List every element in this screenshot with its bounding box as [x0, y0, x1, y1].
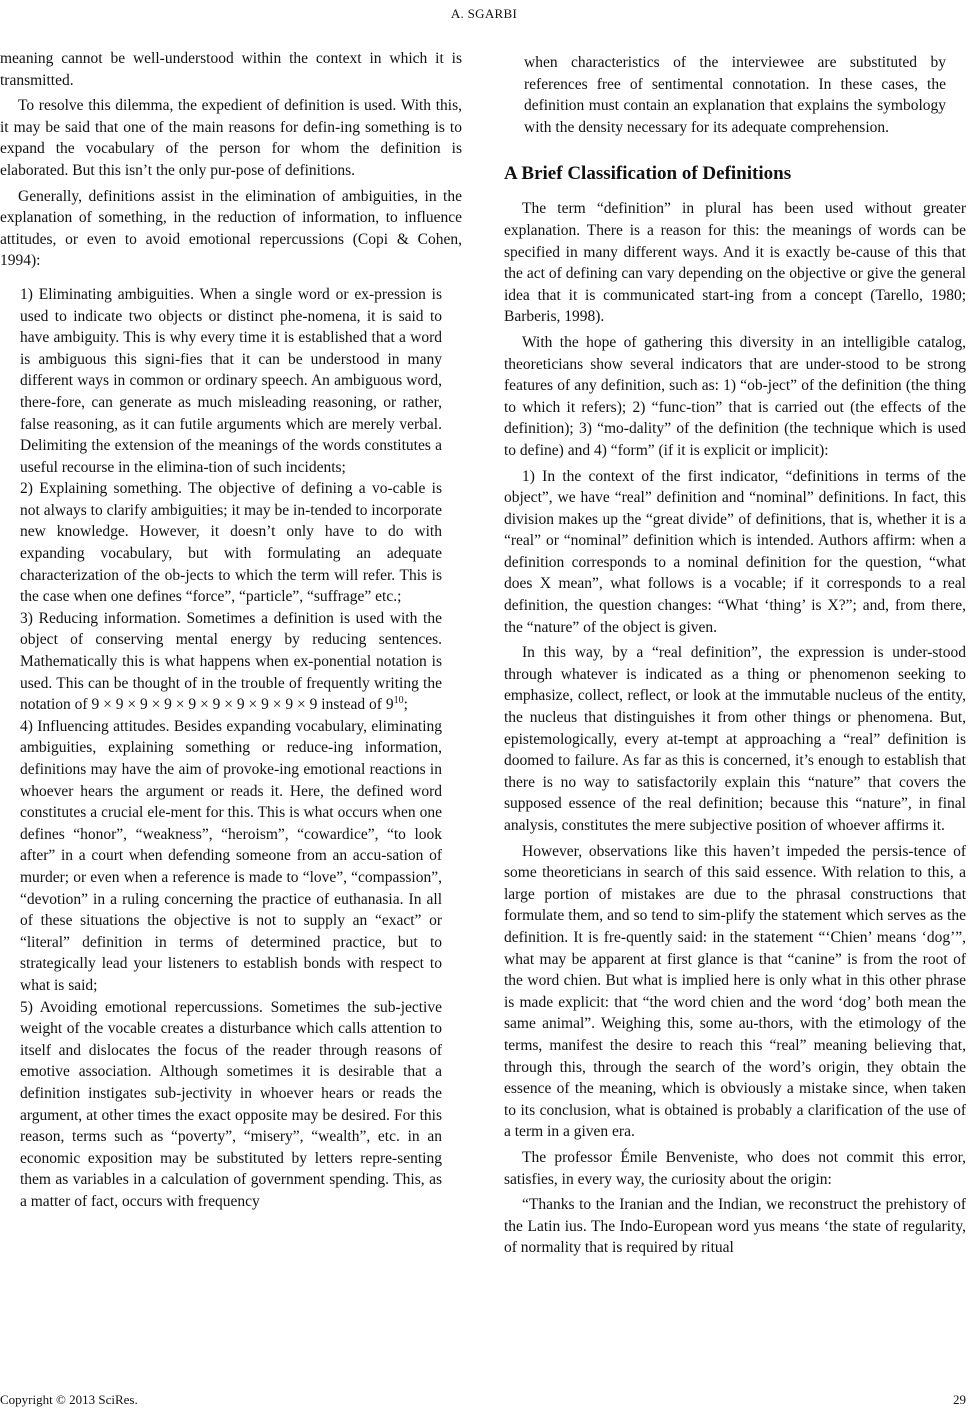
right-column: [504, 52, 966, 1259]
exponent: 10: [393, 695, 404, 707]
paragraph: To resolve this dilemma, the expedient of definition is used. With this, it may be said that one of the main reasons for defin-ing something is to expand the vocabulary of the person for whom the definition is elaborated. But this isn’t the only pur-pose of definitions.: [0, 97, 462, 179]
paragraph: The professor Émile Benveniste, who does not commit this error, satisfies, in every way, the curiosity about the origin:: [504, 1148, 966, 1188]
paragraph: “Thanks to the Iranian and the Indian, we reconstruct the prehistory of the Latin ius. The Indo-European word yus means ‘the state of regularity, of normality that is required by ritual: [504, 1196, 966, 1257]
paragraph: The term “definition” in plural has been used without greater explanation. There is a reason for this: the meanings of words can be specified in many different ways. And it is exactly be-cause of this that the act of defining can vary depending on the objective or give the general idea that it is communicated start-ing from a concept (Tarello, 1980; Barberis, 1998).: [504, 200, 966, 326]
paragraph: meaning cannot be well-understood within the context in which it is transmitted.: [0, 50, 462, 89]
list-item: 5) Avoiding emotional repercussions. Sometimes the sub-jective weight of the vocable creates a disturbance which calls attention to itself and dislocates the focus of the reader through reasons of emotive association. Although sometimes it is desirable that a definition instigates sub-jectivity in whoever hears or reads the argument, at other times the exact opposite may be desired. For this reason, terms such as “poverty”, “misery”, “wealth”, etc. in an economic exposition may be substituted by letters repre-senting them as variables in a calculation of government spending. This, as a matter of fact, occurs with frequency: [20, 998, 442, 1210]
list-item-text: 3) Reducing information. Sometimes a definition is used with the object of conserving mental energy by reducing sentences. Mathematically this is what happens when ex-ponential notation is used. This can be thought of in the trouble of frequently writing the notation of 9 × 9 × 9 × 9 × 9 × 9 × 9 × 9 × 9 × 9 instead of 9: [20, 609, 442, 714]
list-item: 2) Explaining something. The objective of defining a vo-cable is not always to clarify ambiguities; it may be in-tended to incorporate new knowledge. However, it doesn’t only have to do with expanding vocabulary, but with formulating an adequate characterization of the ob-jects to which the term will refer. This is the case when one defines “force”, “particle”, “suffrage” etc.;: [20, 480, 442, 606]
paragraph: Generally, definitions assist in the elimination of ambiguities, in the explanation of something, in the reduction of information, to influence attitudes, or even to avoid emotional repercussions (Copi & Cohen, 1994):: [0, 187, 462, 270]
list-continuation: [524, 52, 946, 138]
list-item-continued: when characteristics of the interviewee are substituted by references free of sentimental connotation. In these cases, the definition must contain an explanation that explains the symbology with the density necessary for its adequate comprehension.: [524, 54, 946, 136]
copyright-notice: Copyright © 2013 SciRes.: [0, 1392, 138, 1407]
list-item-text-end: ;: [403, 696, 408, 714]
page-number: 29: [953, 1392, 966, 1407]
paragraph: However, observations like this haven’t impeded the persis-tence of some theoreticians in search of this said essence. With relation to this, a large portion of mistakes are due to the phrasal constructions that formulate them, and so tend to sim-plify the statement which serves as the definition. It is fre-quently said: in the statement “‘Chien’ means ‘dog’”, what may be apparent at first glance is that “canine” is from the root of the word chien. But what is implied here is only what in this other phrase is made explicit: that “the word chien and the word ‘dog’ both mean the same animal”. Weighing this, some au-thors, with the etimology of the terms, manifest the desire to reach this “real” meaning believing that, through this, through the search of the word’s origin, they obtain the essence of the meaning, which is obviously a mistake since, when taken to its conclusion, what is obtained is probably a clarification of the use of a term in a given era.: [504, 842, 966, 1141]
definition-purposes-list: [20, 284, 442, 1213]
paragraph: 1) In the context of the first indicator, “definitions in terms of the object”, we have “real” definition and “nominal” definitions. In fact, this division makes up the “great divide” of definitions, that is, whether it is a “real” or “nominal” definition which is intended. Authors affirm: when a definition corresponds to a nominal definition for the question, “what does X mean”, what follows is a vocable; if it corresponds to a real definition, the question changes: “What ‘thing’ is X?”; and, from there, the “nature” of the object is given.: [504, 467, 966, 636]
list-item: 1) Eliminating ambiguities. When a single word or ex-pression is used to indicate two objects or distinct phe-nomena, it is said to have ambiguity. This is why every time it is established that a word is ambiguous this signi-fies that it can be understood in many different ways in common or ordinary speech. An ambiguous word, there-fore, can generate as much misleading reasoning, or rather, false reasoning, as it can futile arguments which are merely verbal. Delimiting the extension of the meanings of the words constitutes a useful recourse in the elimina-tion of such incidents;: [20, 285, 442, 476]
left-column: [0, 48, 462, 1212]
list-item: [20, 608, 442, 716]
running-head: A. SGARBI: [450, 6, 518, 21]
paragraph: In this way, by a “real definition”, the expression is under-stood through whatever is indicated as a thing or phenomenon seeking to emphasize, collect, reflect, or look at the immutable nucleus of the entity, the nucleus that distinguishes it from other things or phenomena. But, epistemologically, every at-tempt at approaching a “real” definition is doomed to failure. As far as this is concerned, it’s enough to establish that there is no way to satisfactorily explain this “nature” that covers the supposed essence of the real definition; because this “nature”, in final analysis, constitutes the mere subjective position of whoever affirms it.: [504, 644, 966, 834]
paragraph: With the hope of gathering this diversity in an intelligible catalog, theoreticians show several indicators that are under-stood to be strong features of any definition, such as: 1) “ob-ject” of the definition (the thing to which it refers); 2) “func-tion” that is carried out (the effects of the definition); 3) “mo-dality” of the definition (the technique which is used to define) and 4) “form” (if it is explicit or implicit):: [504, 333, 966, 459]
list-item: 4) Influencing attitudes. Besides expanding vocabulary, eliminating ambiguities, explaining something or reduce-ing information, definitions may have the aim of provoke-ing emotional reactions in whoever hears the argument or reads it. Here, the defined word constitutes a crucial ele-ment for this. This is what occurs when one defines “honor”, “weakness”, “heroism”, “cowardice”, “to look after” in a court when defending someone from an accu-sation of murder; or even when a reference is made to “love”, “compassion”, “devotion” in a ruling concerning the practice of euthanasia. In all of these situations the objective is not to supply an “exact” or “literal” definition in terms of determined practice, but to strategically lead your listeners to establish bonds with respect to what is said;: [20, 717, 442, 994]
section-heading: A Brief Classification of Definitions: [504, 163, 792, 185]
